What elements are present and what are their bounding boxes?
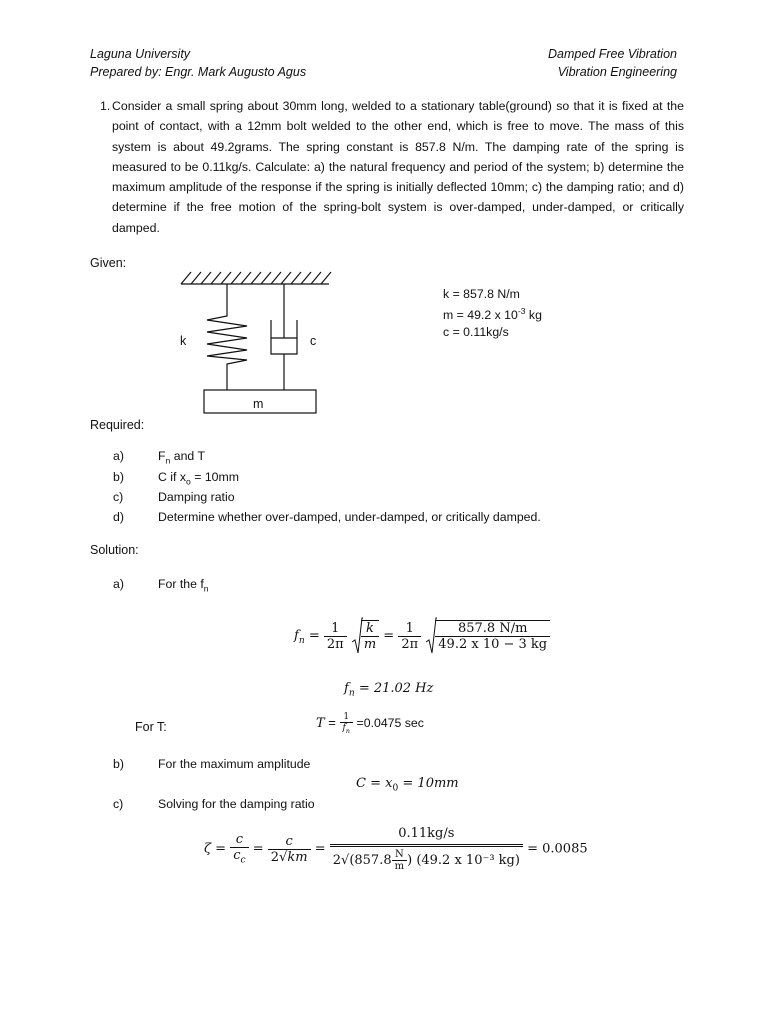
prepared-by: Prepared by: Engr. Mark Augusto Agus bbox=[90, 65, 307, 79]
course-name: Vibration Engineering bbox=[557, 65, 677, 79]
given-c: c = 0.11kg/s bbox=[443, 325, 509, 340]
numeric-ratio: 0.11kg/s 2√(857.8 $\frac{N}{m}$ ) (49.2 x 10⁻³ kg) bbox=[330, 826, 523, 872]
one-over-two-pi-2: $\frac{1}{2\pi}$ bbox=[398, 621, 421, 652]
required-item-c: c) Damping ratio bbox=[113, 490, 235, 504]
header-left bbox=[90, 45, 306, 81]
k-value-over-m-value: $\frac{857.8 N/m}{49.2 x 10 - 3 kg}$ bbox=[435, 620, 550, 652]
mass-label: m bbox=[253, 397, 264, 411]
fn-result: $f_n = 21.02$ Hz bbox=[344, 681, 434, 699]
fn-formula: $f_n$ = $\frac{1}{2\pi}$ $\frac{k}{m}$ = $\frac{1}{2\pi}$ $\frac{857.8 N/m}{49.2 x 10 - 3 kg}$ bbox=[294, 616, 550, 656]
solution-a-label: a) For the $f_n$ bbox=[113, 577, 209, 594]
solution-b-label: b) For the maximum amplitude bbox=[113, 757, 311, 771]
amplitude-formula: $C = x_0 = 10mm$ bbox=[356, 776, 459, 794]
given-k: k = 857.8 N/m bbox=[443, 287, 520, 301]
document-topic: Damped Free Vibration bbox=[547, 47, 677, 61]
solution-c-label: c) Solving for the damping ratio bbox=[113, 797, 315, 811]
c-over-2sqrt-km: $\frac{c}{2√km}$ bbox=[268, 834, 311, 865]
t-label: For T: bbox=[135, 720, 167, 734]
damper-label: c bbox=[310, 334, 317, 348]
c-over-cc: $\frac{c}{c_c}$ bbox=[230, 832, 248, 866]
problem-statement: Consider a small spring about 30mm long, welded to a stationary table(ground) so that it is fixed at the point of contact, with a 12mm bolt welded to the other end, which is free to move. The mass of this system is about 49.2grams. The spring constant is 857.8 N/m. The damping rate of the spring is measured to be 0.11kg/s. Calculate: a) the natural frequency and period of the system; b) determine the maximum amplitude of the response if the spring is initially deflected 10mm; c) the damping ratio; and d) determine if the free motion of the spring-bolt system is over-damped, under-damped, or critically damped. bbox=[112, 99, 684, 235]
t-formula: T = $\frac{1}{f_n}$ =0.0475 sec bbox=[316, 712, 424, 735]
given-values bbox=[443, 286, 542, 341]
damper-shape bbox=[271, 284, 297, 390]
spring-label: k bbox=[180, 334, 187, 348]
required-item-d: d) Determine whether over-damped, under-damped, or critically damped. bbox=[113, 510, 541, 524]
one-over-fn: $\frac{1}{f_n}$ bbox=[340, 712, 353, 735]
one-over-two-pi: $\frac{1}{2\pi}$ bbox=[324, 621, 347, 652]
ground-hatch bbox=[181, 272, 331, 284]
damping-ratio-formula: ζ = $\frac{c}{c_c}$ = $\frac{c}{2√km}$ = 0.11kg/s 2√(857.8 $\frac{N}{m}$ ) (49.2 x 10⁻³ kg) = 0.0085 bbox=[204, 826, 588, 872]
required-item-a: a) $F_n$ and T bbox=[113, 449, 205, 466]
university-name: Laguna University bbox=[90, 47, 191, 61]
solution-heading: Solution: bbox=[90, 543, 139, 557]
given-heading: Given: bbox=[90, 256, 127, 270]
header-right bbox=[548, 45, 677, 81]
k-over-m: $\frac{k}{m}$ bbox=[361, 620, 379, 652]
spring-shape bbox=[207, 284, 247, 390]
required-item-b: b) C if $x_o = 10mm$ bbox=[113, 470, 239, 487]
required-heading: Required: bbox=[90, 418, 145, 432]
problem-number: 1. bbox=[100, 99, 111, 113]
given-m: m = 49.2 x $10^{-3}$ kg bbox=[443, 306, 542, 323]
